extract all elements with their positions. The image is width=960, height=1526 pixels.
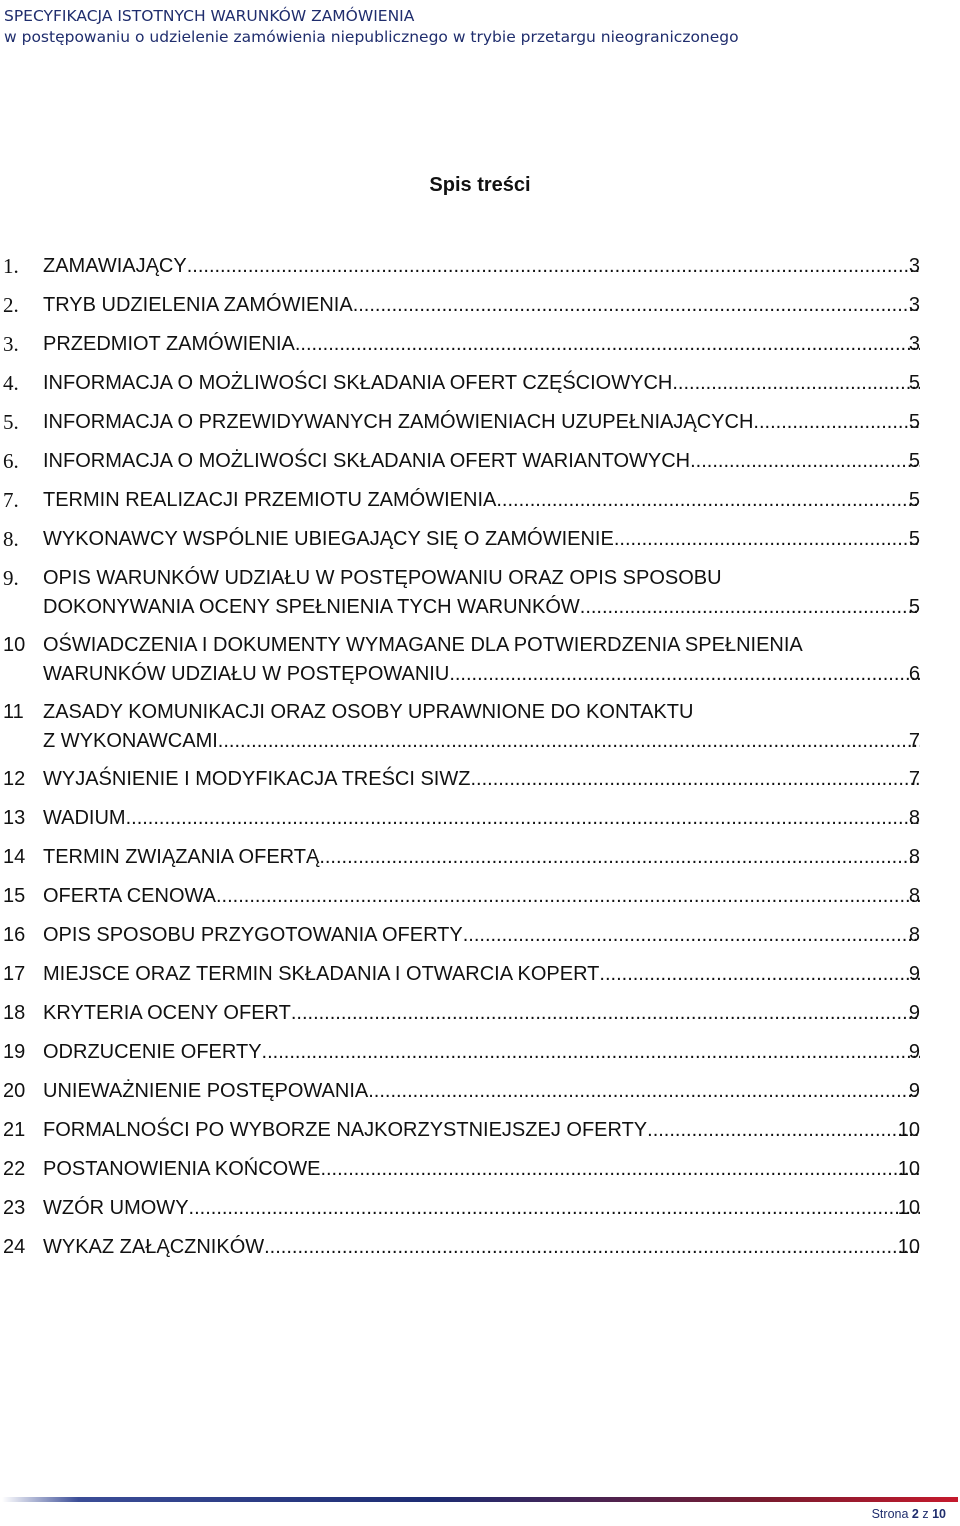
toc-leader-dots xyxy=(463,922,920,948)
toc-entry-title: ZASADY KOMUNIKACJI ORAZ OSOBY UPRAWNIONE DO KONTAKTU xyxy=(43,701,694,723)
toc-entry-title: WADIUM xyxy=(43,807,126,829)
toc-entry-page: 5 xyxy=(908,411,920,433)
toc-entry-number: 8. xyxy=(3,527,19,551)
document-header xyxy=(4,6,944,48)
toc-entry-number: 15 xyxy=(3,885,26,907)
toc-entry-page: 9 xyxy=(908,963,920,985)
toc-entry[interactable] xyxy=(0,632,960,696)
toc-entry-page: 8 xyxy=(908,885,920,907)
toc-entry-number: 22 xyxy=(3,1158,26,1180)
toc-entry-title: WYKAZ ZAŁĄCZNIKÓW xyxy=(43,1236,265,1258)
toc-entry[interactable] xyxy=(0,1078,960,1116)
toc-entry-title: TERMIN REALIZACJI PRZEMIOTU ZAMÓWIENIA xyxy=(43,489,497,511)
toc-entry-page: 10 xyxy=(897,1197,920,1219)
toc-entry[interactable] xyxy=(0,961,960,999)
toc-entry-number: 17 xyxy=(3,963,26,985)
toc-leader-dots xyxy=(353,292,920,318)
toc-entry-number: 10 xyxy=(3,634,26,656)
footer-divider xyxy=(2,1497,958,1502)
toc-entry-title: POSTANOWIENIA KOŃCOWE xyxy=(43,1158,321,1180)
toc-entry-title: OFERTA CENOWA xyxy=(43,885,216,907)
toc-entry-title-continued: WARUNKÓW UDZIAŁU W POSTĘPOWANIU xyxy=(43,663,450,685)
toc-entry[interactable] xyxy=(0,922,960,960)
toc-leader-dots xyxy=(690,448,920,474)
toc-entry-title: OŚWIADCZENIA I DOKUMENTY WYMAGANE DLA POTWIERDZENIA SPEŁNIENIA xyxy=(43,634,803,656)
toc-entry-page: 6 xyxy=(908,663,920,685)
toc-entry-page: 5 xyxy=(908,372,920,394)
toc-leader-dots xyxy=(126,805,920,831)
toc-leader-dots xyxy=(264,1234,920,1260)
toc-entry-page: 3 xyxy=(908,294,920,316)
toc-leader-dots xyxy=(580,594,920,620)
toc-entry-page: 9 xyxy=(908,1002,920,1024)
toc-leader-dots xyxy=(320,1156,920,1182)
toc-entry-number: 9. xyxy=(3,566,19,590)
toc-entry[interactable] xyxy=(0,370,960,408)
toc-leader-dots xyxy=(291,1000,920,1026)
toc-leader-dots xyxy=(189,1195,920,1221)
toc-entry-page: 5 xyxy=(908,528,920,550)
toc-entry-page: 5 xyxy=(908,489,920,511)
toc-entry-number: 14 xyxy=(3,846,26,868)
toc-entry-number: 21 xyxy=(3,1119,26,1141)
toc-leader-dots xyxy=(672,370,920,396)
toc-leader-dots xyxy=(262,1039,920,1065)
toc-entry-title: TERMIN ZWIĄZANIA OFERTĄ xyxy=(43,846,320,868)
toc-entry-page: 8 xyxy=(908,846,920,868)
toc-entry-number: 18 xyxy=(3,1002,26,1024)
toc-entry-title: FORMALNOŚCI PO WYBORZE NAJKORZYSTNIEJSZEJ OFERTY xyxy=(43,1119,648,1141)
toc-leader-dots xyxy=(647,1117,920,1143)
toc-entry-page: 7 xyxy=(908,730,920,752)
toc-entry-page: 9 xyxy=(908,1041,920,1063)
toc-entry-title: UNIEWAŻNIENIE POSTĘPOWANIA xyxy=(43,1080,369,1102)
toc-leader-dots xyxy=(223,728,920,754)
toc-entry[interactable] xyxy=(0,844,960,882)
toc-entry-number: 7. xyxy=(3,488,19,512)
toc-entry-number: 12 xyxy=(3,768,26,790)
toc-entry-page: 3 xyxy=(908,333,920,355)
toc-leader-dots xyxy=(496,487,920,513)
toc-entry-number: 2. xyxy=(3,293,19,317)
toc-entry-title: WZÓR UMOWY xyxy=(43,1197,189,1219)
toc-leader-dots xyxy=(216,883,920,909)
toc-leader-dots xyxy=(319,844,920,870)
toc-entry-page: 7 xyxy=(908,768,920,790)
toc-entry-page: 3 xyxy=(908,255,920,277)
toc-entry-page: 8 xyxy=(908,924,920,946)
toc-entry[interactable] xyxy=(0,292,960,330)
toc-entry-title: MIEJSCE ORAZ TERMIN SKŁADANIA I OTWARCIA KOPERT xyxy=(43,963,600,985)
toc-entry[interactable] xyxy=(0,448,960,486)
toc-entry-number: 4. xyxy=(3,371,19,395)
toc-title: Spis treści xyxy=(429,174,531,196)
toc-leader-dots xyxy=(368,1078,920,1104)
toc-entry-number: 5. xyxy=(3,410,19,434)
toc-leader-dots xyxy=(449,661,920,687)
toc-entry-number: 16 xyxy=(3,924,26,946)
toc-entry-title: WYKONAWCY WSPÓLNIE UBIEGAJĄCY SIĘ O ZAMÓWIENIE xyxy=(43,528,614,550)
toc-entry[interactable] xyxy=(0,253,960,291)
toc-entry[interactable] xyxy=(0,766,960,804)
toc-entry-number: 11 xyxy=(3,701,24,723)
toc-entry-number: 1. xyxy=(3,254,19,278)
footer-total-pages: 10 xyxy=(932,1507,946,1521)
toc-leader-dots xyxy=(470,766,920,792)
toc-entry[interactable] xyxy=(0,1117,960,1155)
toc-entry-number: 3. xyxy=(3,332,19,356)
toc-entry[interactable] xyxy=(0,331,960,369)
toc-entry-number: 23 xyxy=(3,1197,26,1219)
toc-entry-number: 24 xyxy=(3,1236,26,1258)
toc-entry-number: 6. xyxy=(3,449,19,473)
toc-entry-title: INFORMACJA O MOŻLIWOŚCI SKŁADANIA OFERT WARIANTOWYCH xyxy=(43,450,691,472)
header-subtitle: w postępowaniu o udzielenie zamówienia niepublicznego w trybie przetargu nieograniczonego xyxy=(4,28,739,46)
toc-entry-page: 10 xyxy=(897,1236,920,1258)
toc-entry-title: ZAMAWIAJĄCY xyxy=(43,255,187,277)
toc-entry-title: KRYTERIA OCENY OFERT xyxy=(43,1002,291,1024)
toc-entry[interactable] xyxy=(0,1039,960,1077)
toc-entry-page: 10 xyxy=(897,1119,920,1141)
page-footer xyxy=(872,1506,946,1522)
toc-entry-title: INFORMACJA O MOŻLIWOŚCI SKŁADANIA OFERT CZĘŚCIOWYCH xyxy=(43,372,673,394)
toc-entry[interactable] xyxy=(0,1234,960,1272)
toc-entry-title: TRYB UDZIELENIA ZAMÓWIENIA xyxy=(43,294,353,316)
toc-entry-number: 20 xyxy=(3,1080,26,1102)
toc-entry-title: INFORMACJA O PRZEWIDYWANYCH ZAMÓWIENIACH UZUPEŁNIAJĄCYCH xyxy=(43,411,754,433)
toc-entry[interactable] xyxy=(0,565,960,629)
footer-label: Strona xyxy=(871,1507,909,1521)
toc-entry-page: 8 xyxy=(908,807,920,829)
toc-entry[interactable] xyxy=(0,1156,960,1194)
toc-entry-page: 5 xyxy=(908,450,920,472)
toc-entry[interactable] xyxy=(0,1195,960,1233)
toc-entry-title: WYJAŚNIENIE I MODYFIKACJA TREŚCI SIWZ xyxy=(43,768,471,790)
toc-entry-title: ODRZUCENIE OFERTY xyxy=(43,1041,262,1063)
header-title: SPECYFIKACJA ISTOTNYCH WARUNKÓW ZAMÓWIENIA xyxy=(4,7,415,25)
toc-entry-number: 13 xyxy=(3,807,26,829)
toc-entry[interactable] xyxy=(0,805,960,843)
toc-entry[interactable] xyxy=(0,526,960,564)
toc-entry-page: 5 xyxy=(908,596,920,618)
toc-leader-dots xyxy=(599,961,920,987)
footer-of: z xyxy=(922,1507,929,1521)
toc-entry-title: PRZEDMIOT ZAMÓWIENIA xyxy=(43,333,295,355)
footer-current-page: 2 xyxy=(911,1507,919,1521)
toc-entry-title: OPIS SPOSOBU PRZYGOTOWANIA OFERTY xyxy=(43,924,463,946)
toc-entry[interactable] xyxy=(0,409,960,447)
toc-entry-page: 10 xyxy=(897,1158,920,1180)
toc-entry[interactable] xyxy=(0,487,960,525)
toc-entry[interactable] xyxy=(0,699,960,763)
toc-entry-title-continued: Z WYKONAWCAMI. xyxy=(43,730,224,752)
toc-entry[interactable] xyxy=(0,883,960,921)
toc-leader-dots xyxy=(187,253,920,279)
toc-leader-dots xyxy=(753,409,920,435)
toc-entry-page: 9 xyxy=(908,1080,920,1102)
toc-entry-number: 19 xyxy=(3,1041,26,1063)
toc-entry[interactable] xyxy=(0,1000,960,1038)
toc-entry-title-continued: DOKONYWANIA OCENY SPEŁNIENIA TYCH WARUNKÓW xyxy=(43,596,580,618)
toc-leader-dots xyxy=(295,331,920,357)
toc-leader-dots xyxy=(614,526,920,552)
toc-entry-title: OPIS WARUNKÓW UDZIAŁU W POSTĘPOWANIU ORAZ OPIS SPOSOBU xyxy=(43,567,722,589)
